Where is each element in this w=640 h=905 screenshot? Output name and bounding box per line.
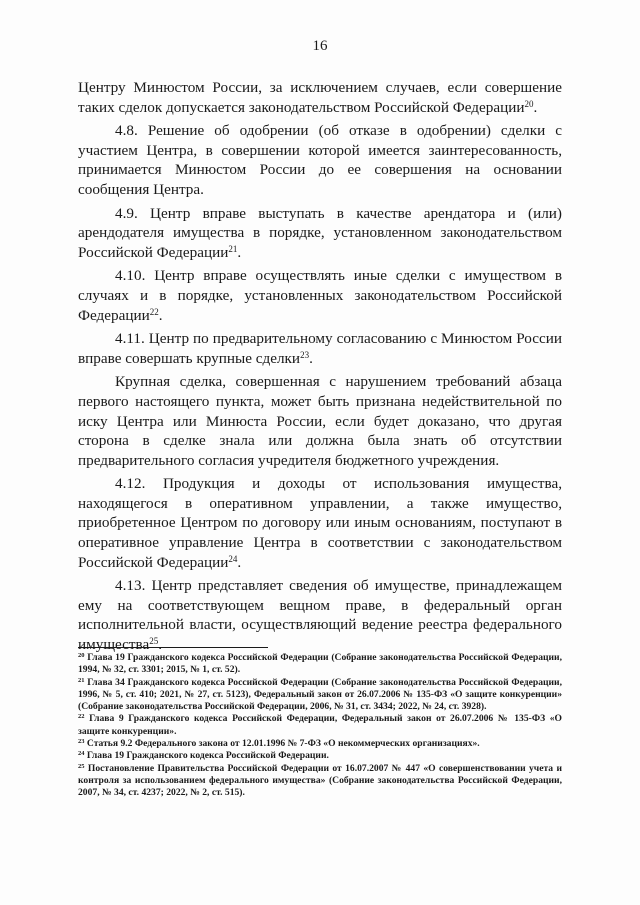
page-number: 16 <box>312 38 328 54</box>
footnote-ref[interactable]: 25 <box>149 636 159 647</box>
footnotes <box>78 652 562 800</box>
footnote-item: $^{23}$ Статья 9.2 Федерального закона от 12.01.1996 № 7-ФЗ «О некоммерческих организациях». <box>78 738 480 750</box>
paragraph-continuation: Центру Минюстом России, за исключением случаев, если совершение таких сделок допускается законодательством Российской Федерации$^{20}$. <box>78 79 562 116</box>
footnote-item: $^{21}$ Глава 34 Гражданского кодекса Российской Федерации (Собрание законодательства Российской Федерации, 1996, № 5, ст. 410; 2021, № 27, ст. 5123), Федеральный закон от 26.07.2006 № 135-ФЗ «О защите конкуренции» (Собрание законодательства Российской Федерации, 2006, № 31, ст. 3434; 2022, № 24, ст. 3928). <box>78 676 562 713</box>
footnote-ref[interactable]: 20 <box>524 98 534 109</box>
footnote-ref[interactable]: 24 <box>228 553 238 564</box>
paragraph-4-8: 4.8. Решение об одобрении (об отказе в одобрении) сделки с участием Центра, в совершении которой имеется заинтересованность, принимается Минюстом России до ее совершения на основании сообщения Центра. <box>78 122 562 198</box>
footnote-ref[interactable]: 21 <box>228 243 238 254</box>
footnote-item: $^{24}$ Глава 19 Гражданского кодекса Российской Федерации. <box>78 750 329 762</box>
paragraph-4-13: 4.13. Центр представляет сведения об имуществе, принадлежащем ему на соответствующем вещном праве, в федеральный орган исполнительной власти, осуществляющий ведение реестра федерального имущества$^{25}$. <box>78 577 562 654</box>
footnote-item: $^{20}$ Глава 19 Гражданского кодекса Российской Федерации (Собрание законодательства Российской Федерации, 1994, № 32, ст. 3301; 2015, № 1, ст. 52). <box>78 652 562 676</box>
paragraph-4-12: 4.12. Продукция и доходы от использования имущества, находящегося в оперативном управлении, а также имущество, приобретенное Центром по договору или иным основаниям, поступают в оперативное управление Центра в соответствии с законодательством Российской Федерации$^{24}$. <box>78 475 562 571</box>
document-body <box>78 78 562 659</box>
footnote-ref[interactable]: 22 <box>149 306 159 317</box>
paragraph-major-deal: Крупная сделка, совершенная с нарушением требований абзаца первого настоящего пункта, может быть признана недействительной по иску Центра или Минюста России, если будет доказано, что другая сторона в сделке знала или должна была знать об отсутствии предварительного согласия учредителя бюджетного учреждения. <box>78 373 562 469</box>
footnote-ref[interactable]: 23 <box>300 349 310 360</box>
paragraph-4-10: 4.10. Центр вправе осуществлять иные сделки с имуществом в случаях и в порядке, установленных законодательством Российской Федерации$^{22}$. <box>78 267 562 324</box>
footnote-divider <box>78 647 268 648</box>
footnote-item: $^{22}$ Глава 9 Гражданского кодекса Российской Федерации, Федеральный закон от 26.07.2006 № 135-ФЗ «О защите конкуренции». <box>78 713 562 737</box>
paragraph-4-11: 4.11. Центр по предварительному согласованию с Минюстом России вправе совершать крупные сделки$^{23}$. <box>78 330 562 367</box>
paragraph-4-9: 4.9. Центр вправе выступать в качестве арендатора и (или) арендодателя имущества в порядке, установленном законодательством Российской Федерации$^{21}$. <box>78 204 562 261</box>
footnote-item: $^{25}$ Постановление Правительства Российской Федерации от 16.07.2007 № 447 «О совершенствовании учета и контроля за использованием федерального имущества» (Собрание законодательства Российской Федерации, 2007, № 34, ст. 4237; 2022, № 2, ст. 515). <box>78 762 562 799</box>
